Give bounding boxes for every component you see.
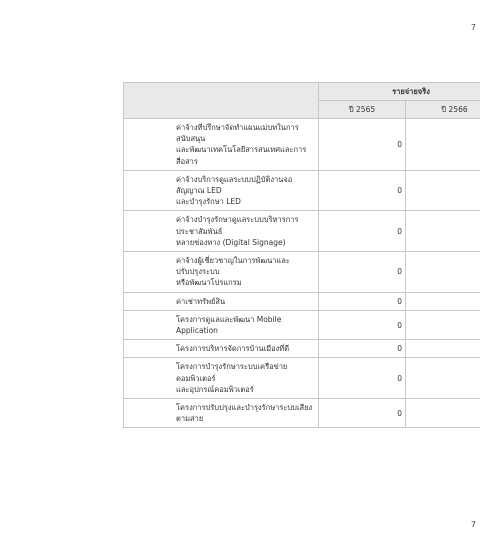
expense-item-label [124,119,319,171]
value-2566 [406,358,480,399]
expense-item-line: สื่อสาร [176,156,198,166]
expense-item-label [124,399,319,428]
expense-item-line: ค่าจ้างผู้เชี่ยวชาญในการพัฒนาและ [176,256,290,266]
table-row [124,358,480,399]
table-row [124,119,480,171]
expense-item-line: ค่าเช่าทรัพย์สิน [176,296,226,306]
expense-item-line: คอมพิวเตอร์ [176,373,216,383]
expense-item-line: โครงการดูแลและพัฒนา Mobile [176,314,282,324]
item-header [124,83,319,119]
value-2565: 0 [319,310,406,339]
table-row [124,399,480,428]
value-2565: 0 [319,119,406,171]
table-row [124,292,480,310]
expense-item-line: Application [176,326,218,336]
expense-item-label [124,340,319,358]
value-2566 [406,119,480,171]
expense-item-line: ค่าจ้างบำรุงรักษาดูแลระบบบริหารการ [176,215,299,225]
expense-item-line: ค่าจ้างที่ปรึกษาจัดทำแผนแม่บทในการ [176,123,299,132]
expense-item-label [124,358,319,399]
page-number-top: 7 [470,23,476,32]
expense-item-label [124,310,319,339]
value-2566 [406,399,480,428]
expense-item-line: หรือพัฒนาโปรแกรม [176,278,242,288]
expense-item-line: สนับสนุน [176,134,206,144]
expense-item-line: ประชาสัมพันธ์ [176,226,223,236]
year-2565-header: ปี 2565 [319,101,406,119]
expense-item-line: ปรับปรุงระบบ [176,267,220,277]
value-2565: 0 [319,399,406,428]
expense-item-line: และบำรุงรักษา LED [176,197,241,207]
table-row [124,310,480,339]
expense-item-line: โครงการปรับปรุงและบำรุงรักษาระบบเสียง [176,403,313,413]
table-row [124,340,480,358]
expense-item-label [124,252,319,293]
value-2566 [406,310,480,339]
value-2565: 0 [319,292,406,310]
expense-item-line: ตามสาย [176,414,204,424]
value-2566 [406,340,480,358]
value-2565: 0 [319,170,406,211]
expense-item-line: สัญญาณ LED [176,186,222,196]
actual-expense-header: รายจ่ายจริง [319,83,480,101]
table-body [124,119,480,428]
value-2565: 0 [319,252,406,293]
expense-item-label [124,211,319,252]
expense-item-line: โครงการบริหารจัดการบ้านเมืองที่ดี [176,344,290,354]
table-row [124,211,480,252]
expense-item-line: และพัฒนาเทคโนโลยีสารสนเทศและการ [176,145,307,155]
value-2566 [406,211,480,252]
expense-item-line: ค่าจ้างบริการดูแลระบบปฏิบัติงานจอ [176,174,293,184]
year-2566-header: ปี 2566 [406,101,480,119]
value-2565: 0 [319,211,406,252]
expense-item-label [124,170,319,211]
page-number-bottom: 7 [470,520,476,529]
value-2566 [406,170,480,211]
budget-table-container [123,82,480,497]
table-row [124,170,480,211]
value-2566 [406,252,480,293]
table-row [124,252,480,293]
expense-item-line: และอุปกรณ์คอมพิวเตอร์ [176,384,254,394]
budget-table [123,82,480,428]
expense-item-line: โครงการบำรุงรักษาระบบเครือข่าย [176,362,288,372]
value-2565: 0 [319,340,406,358]
value-2566 [406,292,480,310]
expense-item-label [124,292,319,310]
expense-item-line: หลายช่องทาง (Digital Signage) [176,237,286,247]
value-2565: 0 [319,358,406,399]
